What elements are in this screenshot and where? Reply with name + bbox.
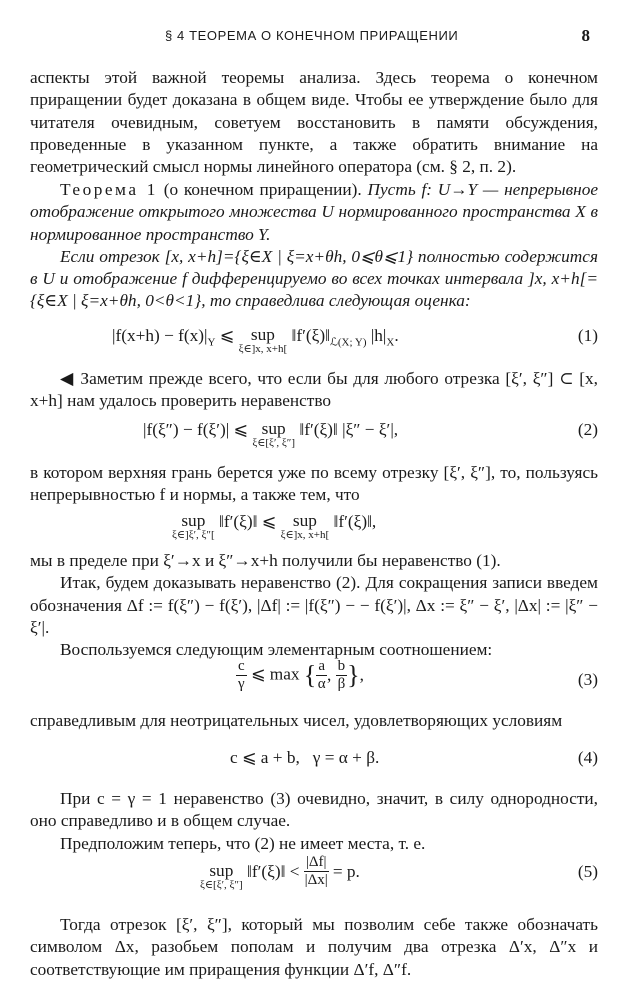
equation-number: (3) (577, 670, 598, 689)
numerator: a (318, 658, 326, 674)
theorem-paren: (о конечном приращении). (157, 180, 368, 199)
sup-sub: ξ∈[ξ′, ξ″] (252, 437, 296, 449)
paragraph-text: справедливым для неотрицательных чисел, удовлетворяющих условиям (30, 711, 563, 730)
numerator: b (337, 658, 346, 674)
sup-left (172, 512, 215, 541)
paragraph-text: Тогда отрезок [ξ′, ξ″], который мы позволим себе также обозначать символом Δx, разобьем пополам и получим два отрезка Δ′x, Δ″x и соответствующие им приращения функции Δ′f, Δ″f. (30, 915, 598, 979)
paragraph-intro (30, 67, 598, 178)
running-header (30, 28, 598, 48)
denominator: |Δx| (304, 872, 328, 888)
sup-word: sup (209, 861, 234, 880)
eq1-left-sub: Y (207, 336, 216, 349)
paragraph-proof-start (30, 368, 598, 413)
eq2-sup (252, 420, 295, 449)
eq-sup-mid: ‖f′(ξ)‖ ⩽ (214, 512, 281, 531)
paragraph-limit (30, 550, 598, 661)
paragraph-conditions (30, 710, 598, 732)
paragraph-text: в котором верхняя грань берется уже по всему отрезку [ξ′, ξ″], то, пользуясь непрерывностью f и нормы, а также тем, что (30, 463, 598, 505)
eq1-left: |f(x+h) − f(x)| (112, 326, 208, 345)
eq-sup-tail: ‖f′(ξ)‖, (329, 512, 377, 531)
eq5-end: = p. (328, 862, 360, 881)
equation-number: (5) (577, 862, 598, 881)
fraction-a-alpha (316, 658, 327, 693)
paragraph-bisection (30, 914, 598, 981)
comma: , (327, 665, 336, 685)
paragraph-text: Воспользуемся следующим элементарным соотношением: (60, 640, 493, 660)
page-number: 8 (581, 26, 590, 45)
eq1-right-sub: ℒ(X; Y) (329, 336, 367, 349)
fraction-c-gamma (236, 658, 247, 693)
sup-word: sup (181, 511, 206, 530)
sup-word: sup (292, 511, 317, 530)
paragraph-text: мы в пределе при ξ′→x и ξ″→x+h получили бы неравенство (1). (30, 551, 501, 570)
paragraph-homogeneity (30, 788, 598, 855)
theorem-block (30, 179, 598, 313)
eq1-sup (239, 326, 288, 355)
sup-word: sup (261, 419, 286, 438)
section-title: § 4 ТЕОРЕМА О КОНЕЧНОМ ПРИРАЩЕНИИ (165, 28, 459, 43)
eq1-tail: |h| (366, 326, 387, 345)
right-brace: } (347, 660, 360, 690)
sup-word: sup (250, 325, 275, 344)
equation-number: (4) (577, 748, 598, 767)
eq1-rel: ⩽ (215, 326, 239, 345)
paragraph-text: Итак, будем доказывать неравенство (2). Для сокращения записи введем обозначения Δf := f(ξ″) − f(ξ′), |Δf| := |f(ξ″) − − f(ξ′)|, Δx := ξ″ − ξ′, |Δx| := |ξ″ − ξ′|. (30, 573, 598, 637)
denominator: γ (238, 676, 245, 692)
eq5-sup (200, 862, 243, 891)
paragraph-text: аспекты этой важной теоремы анализа. Здесь теорема о конечном приращении будет доказана в общем виде. Чтобы ее утверждение было для читателя очевидным, советуем восстановить в памяти обсуждения, проведенные в указанном пункте, а также обратить внимание на геометрический смысл нормы линейного оператора (см. § 2, п. 2). (30, 68, 598, 177)
denominator: α (317, 676, 326, 692)
eq3-end: , (359, 665, 364, 685)
eq3-rel: ⩽ max (246, 664, 304, 684)
equation-5 (30, 854, 598, 902)
equation-number: (1) (577, 326, 598, 345)
sup-sub: ξ∈[ξ′, ξ″] (200, 879, 243, 891)
equation-4 (30, 748, 598, 774)
paragraph-upper-bound (30, 462, 598, 507)
paragraph-text: Предположим теперь, что (2) не имеет места, т. е. (60, 833, 426, 853)
equation-1 (30, 326, 598, 366)
numerator: |Δf| (305, 854, 327, 870)
left-brace: { (303, 660, 317, 690)
equation-2 (30, 420, 598, 460)
fraction-b-beta (336, 658, 348, 693)
eq2-left: |f(ξ″) − f(ξ′)| ⩽ (143, 420, 253, 439)
sup-sub: ξ∈]ξ′, ξ″[ (172, 529, 215, 541)
fraction-df-dx (304, 854, 329, 889)
sup-sub: ξ∈]x, x+h[ (280, 529, 330, 541)
theorem-statement: Пусть f: U→Y — непрерывное отображение открытого множества U нормированного пространства X в нормированное пространство Y. (30, 180, 598, 244)
equation-number: (2) (577, 420, 598, 439)
eq1-end: . (394, 326, 399, 345)
equation-3 (30, 658, 598, 708)
theorem-label: Теорема 1 (60, 180, 158, 199)
eq1-right: ‖f′(ξ)‖ (287, 326, 330, 345)
eq4-body: c ⩽ a + b, γ = α + β. (230, 748, 380, 767)
paragraph-text: При c = γ = 1 неравенство (3) очевидно, значит, в силу однородности, оно справедливо и в общем случае. (30, 789, 598, 831)
eq5-mid: ‖f′(ξ)‖ < (242, 862, 304, 881)
numerator: c (238, 658, 245, 674)
eq1-tail-sub: X (386, 336, 395, 349)
sup-right (281, 512, 330, 541)
equation-sup-comparison (30, 512, 598, 552)
sup-sub: ξ∈]x, x+h[ (238, 343, 288, 355)
denominator: β (337, 676, 346, 692)
theorem-condition: Если отрезок [x, x+h]={ξ∈X | ξ=x+θh, 0⩽θ⩽1} полностью содержится в U и отображение f дифференцируемо во всех точках интервала ]x, x+h[={ξ∈X | ξ=x+θh, 0<θ<1}, то справедлива следующая оценка: (30, 246, 598, 311)
paragraph-text: ◀ Заметим прежде всего, что если бы для любого отрезка [ξ′, ξ″] ⊂ [x, x+h] нам удалось проверить неравенство (30, 369, 598, 411)
eq2-right: ‖f′(ξ)‖ |ξ″ − ξ′|, (295, 420, 399, 439)
